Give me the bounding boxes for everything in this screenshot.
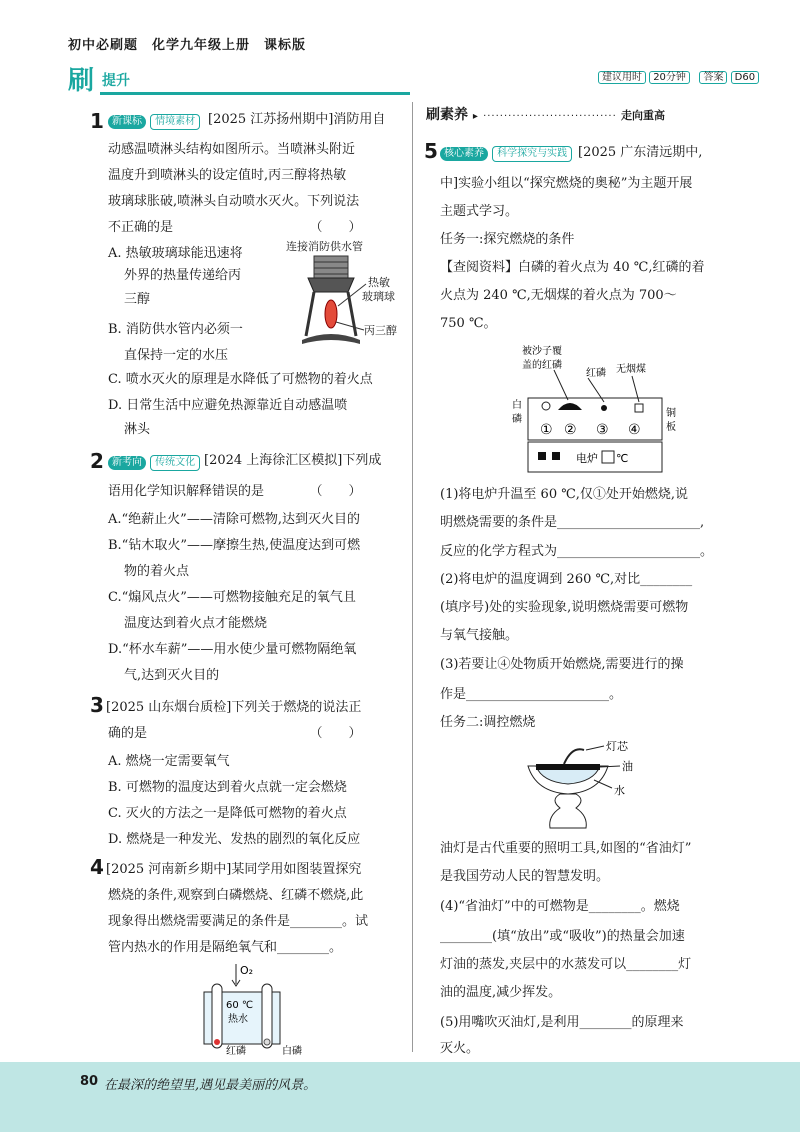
q4-line: 管内热水的作用是隔绝氧气和________。 xyxy=(108,940,343,955)
q5-sub3: (3)若要让④处物质开始燃烧,需要进行的操 xyxy=(440,657,684,672)
q2-option-d: D.“杯水车薪”——用水使少量可燃物隔绝氧 xyxy=(108,642,357,657)
q1-tag-context: 情境素材 xyxy=(150,114,200,130)
q5-lamp-text: 油灯是古代重要的照明工具,如图的“省油灯” xyxy=(440,841,692,856)
lamp-stand xyxy=(550,794,587,828)
q2-option-a: A.“绝薪止火”——清除可燃物,达到灭火目的 xyxy=(108,512,360,527)
q5-line: 中]实验小组以“探究燃烧的奥秘”为主题开展 xyxy=(440,176,693,191)
fig1-label-plate2: 板 xyxy=(666,422,676,433)
q2-line: [2024 上海徐汇区模拟]下列成 xyxy=(204,453,382,468)
fig-label-water: 热水 xyxy=(228,1014,248,1025)
fig1-label-unit: ℃ xyxy=(616,452,629,465)
q5-sub4-cont: 油的温度,减少挥发。 xyxy=(440,985,562,1000)
q5-line: 750 ℃。 xyxy=(440,316,497,331)
q1-option-d-cont: 淋头 xyxy=(124,422,151,437)
q5-line: [2025 广东清远期中, xyxy=(578,145,703,160)
q3-option-a: A. 燃烧一定需要氧气 xyxy=(108,754,230,769)
q1-tags xyxy=(108,109,200,135)
copper-plate-figure xyxy=(500,342,700,478)
q1-line: 动感温喷淋头结构如图所示。当喷淋头附近 xyxy=(108,142,356,157)
q5-line: 火点为 240 ℃,无烟煤的着火点为 700～ xyxy=(440,288,677,303)
pos-4: ④ xyxy=(628,422,641,438)
q3-line: [2025 山东烟台质检]下列关于燃烧的说法正 xyxy=(106,700,362,715)
pos-1: ① xyxy=(540,422,553,438)
q4-line: 现象得出燃烧需要满足的条件是________。试 xyxy=(108,914,369,929)
book-header: 初中必刷题 化学九年级上册 课标版 xyxy=(68,38,307,53)
q5-sub1-eq: 反应的化学方程式为______________________。 xyxy=(440,544,714,559)
fig1-label-sand1: 被沙子覆 xyxy=(522,346,562,357)
q1-option-d: D. 日常生活中应避免热源靠近自动感温喷 xyxy=(108,398,348,413)
q2-option-d-cont: 气,达到灭火目的 xyxy=(124,668,220,683)
q3-number: 3 xyxy=(90,693,104,717)
time-label: 建议用时 xyxy=(598,71,646,84)
q3-option-d: D. 燃烧是一种发光、发热的剧烈的氧化反应 xyxy=(108,832,361,847)
fig1-label-sand2: 盖的红磷 xyxy=(522,360,562,371)
q5-number: 5 xyxy=(424,139,438,163)
white-phosphorus-dot xyxy=(542,402,550,410)
q1-line: [2025 江苏扬州期中]消防用自 xyxy=(208,112,386,127)
q2-number: 2 xyxy=(90,449,104,473)
fig1-label-white2: 磷 xyxy=(512,414,522,425)
page-number: 80 xyxy=(80,1074,99,1089)
q5-line: 任务一:探究燃烧的条件 xyxy=(440,232,575,247)
q1-option-a-cont: 三醇 xyxy=(124,292,151,307)
section-arrow-text: 走向重高 xyxy=(620,109,665,122)
fig-label-glass: 热敏 xyxy=(368,276,390,289)
deflector xyxy=(302,334,360,344)
fig1-label-red: 红磷 xyxy=(586,368,606,379)
q4-line: [2025 河南新乡期中]某同学用如图装置探究 xyxy=(106,862,362,877)
q5-sub5: (5)用嘴吹灭油灯,是利用________的原理来 xyxy=(440,1015,684,1030)
right-column xyxy=(412,0,800,1060)
q3-option-b: B. 可燃物的温度达到着火点就一定会燃烧 xyxy=(108,780,347,795)
q2-tags xyxy=(108,450,200,476)
q5-sub2-cont: 与氧气接触。 xyxy=(440,628,519,643)
fig-label-o2: O₂ xyxy=(240,964,254,977)
coal-square xyxy=(635,404,643,412)
q2-option-b-cont: 物的着火点 xyxy=(124,564,190,579)
q3-line: 确的是 （ ） xyxy=(108,726,362,741)
q5-sub4: (4)“省油灯”中的可燃物是________。燃烧 xyxy=(440,899,680,914)
pos-3: ③ xyxy=(596,422,609,438)
logo-small: 提升 xyxy=(102,73,130,89)
q5-sub3-cont: 作是______________________。 xyxy=(440,687,623,702)
combustion-apparatus-figure xyxy=(190,962,330,1058)
test-tube-right xyxy=(262,984,272,1048)
glass-bulb xyxy=(325,300,337,328)
section-title: 刷素养 ▸ ································ 走向重高 xyxy=(426,107,665,123)
fig2-label-water: 水 xyxy=(614,784,625,797)
q5-sub1: (1)将电炉升温至 60 ℃,仅①处开始燃烧,说 xyxy=(440,487,689,502)
q5-sub1-cont: 明燃烧需要的条件是______________________, xyxy=(440,515,705,530)
q5-sub2-cont: (填序号)处的实验现象,说明燃烧需要可燃物 xyxy=(440,600,689,615)
fig1-label-white1: 白 xyxy=(512,400,522,411)
fig-label-liquid: 丙三醇 xyxy=(364,324,397,337)
q5-tag-core: 核心素养 xyxy=(440,147,488,161)
answer-label: 答案 xyxy=(699,71,727,84)
fig1-label-coal: 无烟煤 xyxy=(616,364,646,375)
left-column xyxy=(0,0,412,1060)
red-phosphorus xyxy=(214,1039,220,1045)
q1-option-b: B. 消防供水管内必须一 xyxy=(108,322,243,337)
sprinkler-figure xyxy=(282,236,412,366)
q2-line: 语用化学知识解释错误的是 （ ） xyxy=(108,484,362,499)
test-tube-left xyxy=(212,984,222,1048)
q2-option-c-cont: 温度达到着火点才能燃烧 xyxy=(124,616,268,631)
fig-label-pipe: 连接消防供水管 xyxy=(286,240,363,253)
q1-option-c: C. 喷水灭火的原理是水降低了可燃物的着火点 xyxy=(108,372,373,387)
red-phosphorus-dot xyxy=(601,405,607,411)
q1-line: 玻璃球胀破,喷淋头自动喷水灭火。下列说法 xyxy=(108,194,360,209)
answer-page: D60 xyxy=(731,71,759,84)
q1-line: 温度升到喷淋头的设定值时,丙三醇将热敏 xyxy=(108,168,347,183)
q5-sub5-cont: 灭火。 xyxy=(440,1041,480,1056)
q5-sub4-cont: ________(填“放出”或“吸收”)的热量会加速 xyxy=(440,929,685,944)
q5-sub4-cont: 灯油的蒸发,夹层中的水蒸发可以________灯 xyxy=(440,957,692,972)
q4-number: 4 xyxy=(90,855,104,879)
q2-tag-new: 新考向 xyxy=(108,456,146,470)
q4-line: 燃烧的条件,观察到白磷燃烧、红磷不燃烧,此 xyxy=(108,888,364,903)
q3-option-c: C. 灭火的方法之一是降低可燃物的着火点 xyxy=(108,806,347,821)
fig-label-red: 红磷 xyxy=(226,1046,246,1057)
q1-tag-new: 新课标 xyxy=(108,115,146,129)
fig1-label-plate1: 铜 xyxy=(666,408,676,419)
pipe-thread xyxy=(314,256,348,278)
q2-option-b: B.“钻木取火”——摩擦生热,使温度达到可燃 xyxy=(108,538,361,553)
q1-line: 不正确的是 （ ） xyxy=(108,220,362,235)
section-title-text: 刷素养 xyxy=(426,107,468,123)
logo-big: 刷 xyxy=(68,66,95,96)
q1-option-b-cont: 直保持一定的水压 xyxy=(124,348,229,363)
q2-tag-culture: 传统文化 xyxy=(150,455,200,471)
q5-line: 主题式学习。 xyxy=(440,204,519,219)
q5-lamp-text: 是我国劳动人民的智慧发明。 xyxy=(440,869,610,884)
pos-2: ② xyxy=(564,422,577,438)
q2-option-c: C.“煽风点火”——可燃物接触充足的氧气且 xyxy=(108,590,356,605)
q1-option-a: A. 热敏玻璃球能迅速将 xyxy=(108,246,243,261)
fig-label-temp: 60 ℃ xyxy=(226,1000,254,1011)
fig1-label-stove: 电炉 xyxy=(576,452,598,465)
q5-task2: 任务二:调控燃烧 xyxy=(440,715,536,730)
q1-option-a-cont: 外界的热量传递给丙 xyxy=(124,268,242,283)
fig2-label-wick: 灯芯 xyxy=(606,740,628,753)
fig2-label-oil: 油 xyxy=(622,760,633,773)
q1-number: 1 xyxy=(90,109,104,133)
q5-tag-science: 科学探究与实践 xyxy=(492,146,572,162)
footer-motto: 在最深的绝望里,遇见最美丽的风景。 xyxy=(104,1078,317,1093)
white-phosphorus xyxy=(264,1039,270,1045)
q5-tags xyxy=(440,141,572,167)
q5-sub2: (2)将电炉的温度调到 260 ℃,对比________ xyxy=(440,572,693,587)
q5-line: 【查阅资料】白磷的着火点为 40 ℃,红磷的着 xyxy=(440,260,705,275)
page-footer xyxy=(0,1062,800,1132)
fig-label-white: 白磷 xyxy=(282,1046,302,1057)
sprinkler-body xyxy=(308,278,354,292)
time-value: 20分钟 xyxy=(649,71,690,84)
fig-label-glass2: 玻璃球 xyxy=(362,290,395,303)
wick xyxy=(564,749,584,764)
oil-lamp-figure xyxy=(520,736,670,836)
